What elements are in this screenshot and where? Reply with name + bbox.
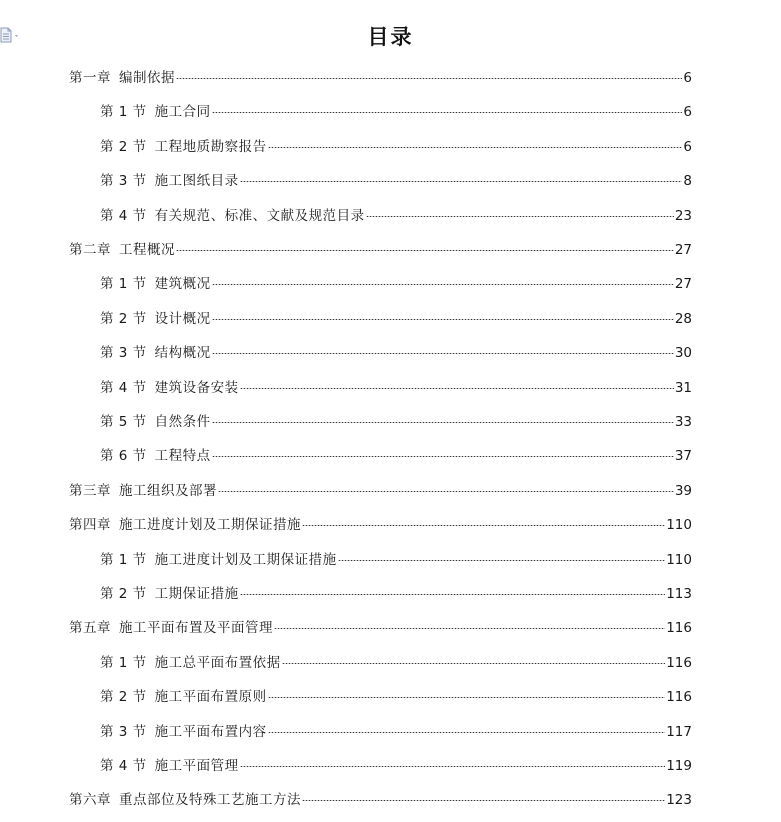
dot-leader [338, 560, 666, 561]
toc-page-number: 39 [674, 482, 692, 499]
toc-entry-number: 第 3 节 [100, 345, 147, 362]
toc-section-entry[interactable] [100, 272, 692, 292]
toc-page-number: 6 [683, 70, 692, 86]
dot-leader [268, 147, 683, 148]
toc-entry-label [100, 720, 267, 740]
toc-page-number: 37 [674, 448, 692, 465]
toc-entry-label [69, 479, 217, 499]
toc-page-number: 110 [666, 551, 692, 568]
toc-entry-label [69, 788, 301, 808]
toc-entry-number: 第 3 节 [100, 173, 147, 190]
dot-leader [218, 491, 674, 492]
toc-section-entry[interactable] [100, 100, 692, 120]
toc-entry-label [100, 376, 239, 396]
toc-section-entry[interactable] [100, 307, 692, 327]
toc-entry-number: 第 4 节 [100, 207, 147, 224]
toc-entry-number: 第 5 节 [100, 414, 147, 430]
toc-page-number: 123 [666, 792, 692, 809]
dot-leader [366, 216, 674, 217]
toc-chapter-entry[interactable] [69, 788, 692, 808]
toc-entry-number: 第 6 节 [100, 448, 147, 465]
toc-entry-number: 第五章 [69, 620, 111, 637]
toc-entry-title: 工程特点 [154, 448, 211, 465]
toc-page-number: 6 [683, 104, 692, 121]
dot-leader [212, 353, 674, 354]
dot-leader [282, 663, 666, 664]
toc-entry-title: 自然条件 [154, 414, 211, 430]
toc-entry-title: 施工图纸目录 [154, 173, 239, 190]
toc-entry-title: 施工组织及部署 [119, 482, 217, 499]
dot-leader [212, 112, 683, 113]
toc-entry-label [100, 135, 267, 155]
toc-entry-title: 施工总平面布置依据 [154, 654, 281, 671]
toc-entry-number: 第 2 节 [100, 586, 147, 602]
toc-section-entry[interactable] [100, 444, 692, 464]
toc-entry-title: 施工合同 [154, 104, 211, 121]
toc-entry-title: 施工平面管理 [154, 758, 239, 774]
dot-leader [212, 284, 674, 285]
toc-entry-label [100, 685, 267, 705]
toc-entry-number: 第三章 [69, 482, 111, 499]
toc-entry-label [100, 410, 211, 430]
toc-entry-number: 第六章 [69, 792, 111, 809]
toc-entry-title: 施工平面布置及平面管理 [119, 620, 273, 637]
toc-chapter-entry[interactable] [69, 238, 692, 258]
toc-entry-title: 施工平面布置原则 [154, 689, 267, 706]
toc-entry-number: 第 1 节 [100, 551, 147, 568]
toc-page-number: 6 [683, 138, 692, 155]
toc-entry-title: 施工进度计划及工期保证措施 [154, 551, 337, 568]
toc-entry-label [100, 582, 239, 602]
toc-section-entry[interactable] [100, 341, 692, 361]
toc-entry-label [100, 341, 211, 361]
toc-page-number: 23 [674, 207, 692, 224]
toc-page-number: 31 [674, 379, 692, 396]
toc-entry-number: 第 4 节 [100, 758, 147, 774]
dot-leader [240, 388, 674, 389]
toc-entry-title: 工程概况 [119, 242, 175, 258]
toc-entry-number: 第 1 节 [100, 104, 147, 121]
toc-entry-label [100, 651, 281, 671]
toc-page-number: 27 [674, 276, 692, 293]
toc-entry-title: 施工进度计划及工期保证措施 [119, 517, 301, 534]
toc-section-entry[interactable] [100, 548, 692, 568]
toc-entry-label [100, 307, 211, 327]
toc-chapter-entry[interactable] [69, 513, 692, 533]
toc-section-entry[interactable] [100, 685, 692, 705]
toc-entry-title: 建筑概况 [154, 276, 211, 293]
toc-entry-number: 第 2 节 [100, 689, 147, 706]
toc-entry-title: 工程地质勘察报告 [154, 138, 267, 155]
toc-chapter-entry[interactable] [69, 66, 692, 86]
toc-entry-title: 重点部位及特殊工艺施工方法 [119, 792, 301, 809]
toc-entry-number: 第一章 [69, 70, 111, 86]
toc-entry-number: 第 4 节 [100, 379, 147, 396]
toc-entry-label [100, 204, 365, 224]
toc-entry-title: 有关规范、标准、文献及规范目录 [154, 207, 365, 224]
toc-page-number: 113 [666, 586, 692, 602]
toc-section-entry[interactable] [100, 204, 692, 224]
toc-page-number: 27 [674, 242, 692, 258]
toc-entry-label [100, 444, 211, 464]
toc-entry-label [69, 616, 273, 636]
toc-section-entry[interactable] [100, 651, 692, 671]
toc-section-entry[interactable] [100, 754, 692, 774]
toc-chapter-entry[interactable] [69, 479, 692, 499]
toc-entry-number: 第四章 [69, 517, 111, 534]
toc-entry-number: 第 1 节 [100, 276, 147, 293]
dot-leader [302, 800, 665, 801]
dot-leader [212, 456, 674, 457]
toc-entry-number: 第 2 节 [100, 310, 147, 327]
toc-page-number: 110 [666, 517, 692, 534]
toc-title: 目录 [367, 24, 414, 49]
toc-entry-title: 设计概况 [154, 310, 211, 327]
toc-entry-label [69, 66, 175, 86]
toc-page-number: 8 [683, 173, 692, 190]
dot-leader [240, 181, 683, 182]
dot-leader [176, 250, 674, 251]
toc-entry-title: 结构概况 [154, 345, 211, 362]
dot-leader [268, 732, 666, 733]
dot-leader [212, 422, 674, 423]
toc-section-entry[interactable] [100, 169, 692, 189]
toc-entry-label [100, 548, 337, 568]
toc-entry-title: 建筑设备安装 [154, 379, 239, 396]
dot-leader [212, 319, 674, 320]
dot-leader [240, 594, 666, 595]
toc-entry-label [100, 100, 211, 120]
toc-page-number: 33 [674, 414, 692, 430]
toc-page-number: 30 [674, 345, 692, 362]
toc-entry-title: 施工平面布置内容 [154, 723, 267, 740]
toc-entry-number: 第二章 [69, 242, 111, 258]
toc-page-number: 116 [666, 689, 692, 706]
toc-section-entry[interactable] [100, 135, 692, 155]
toc-entry-title: 编制依据 [119, 70, 175, 86]
toc-section-entry[interactable] [100, 410, 692, 430]
toc-entry-number: 第 1 节 [100, 654, 147, 671]
toc-entry-number: 第 2 节 [100, 138, 147, 155]
toc-entry-label [100, 272, 211, 292]
dot-leader [302, 525, 665, 526]
toc-page-number: 28 [674, 310, 692, 327]
dot-leader [268, 697, 666, 698]
toc-entry-number: 第 3 节 [100, 723, 147, 740]
toc-page-number: 119 [666, 758, 692, 774]
toc-entry-label [69, 238, 175, 258]
dot-leader [274, 628, 665, 629]
toc-page-number: 116 [666, 620, 692, 637]
toc-page-number: 116 [666, 654, 692, 671]
toc-entry-label [100, 169, 239, 189]
toc-entry-label [69, 513, 301, 533]
toc-section-entry[interactable] [100, 582, 692, 602]
dot-leader [176, 78, 682, 79]
toc-chapter-entry[interactable] [69, 616, 692, 636]
dot-leader [240, 766, 666, 767]
toc-section-entry[interactable] [100, 376, 692, 396]
toc-page-number: 117 [666, 723, 692, 740]
toc-section-entry[interactable] [100, 720, 692, 740]
toc-entry-title: 工期保证措施 [154, 586, 239, 602]
toc-entry-label [100, 754, 239, 774]
